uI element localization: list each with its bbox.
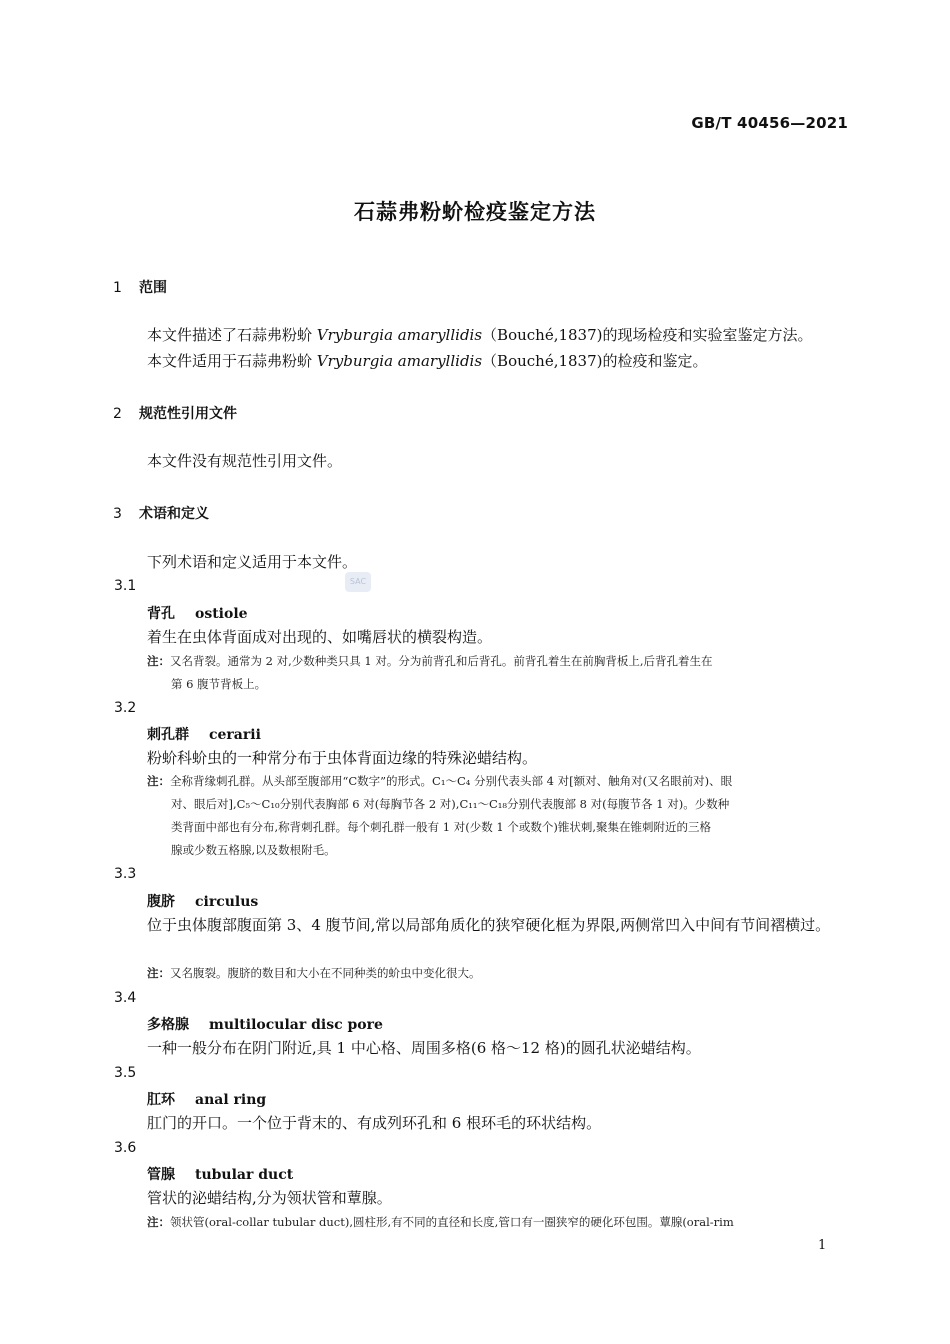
term-cn: 背孔 xyxy=(147,606,175,622)
term-cn: 肛环 xyxy=(147,1092,175,1108)
section-title: 范围 xyxy=(139,280,167,296)
note-text: 又名腹裂。腹脐的数目和大小在不同种类的蚧虫中变化很大。 xyxy=(170,966,481,980)
text: 本文件描述了石蒜弗粉蚧 xyxy=(147,326,317,344)
term-heading xyxy=(147,1164,293,1184)
note-text: 又名背裂。通常为 2 对,少数种类只具 1 对。分为前背孔和后背孔。前背孔着生在前胸背板上,后背孔着生在 xyxy=(170,654,713,668)
latin-name: Vryburgia amaryllidis xyxy=(316,326,483,344)
term-definition: 一种一般分布在阴门附近,具 1 中心格、周围多格(6 格～12 格)的圆孔状泌蜡结构。 xyxy=(147,1039,701,1057)
note-text: 对、眼后对],C₅～C₁₀分别代表胸部 6 对(每胸节各 2 对),C₁₁～C₁₈分别代表腹部 8 对(每腹节各 1 对)。少数种 xyxy=(171,797,730,811)
page-number: 1 xyxy=(818,1238,827,1253)
term-number: 3.4 xyxy=(114,990,137,1006)
term-heading xyxy=(147,1014,383,1034)
section-1-paragraph-1 xyxy=(147,322,813,348)
section-1-paragraph-2 xyxy=(147,348,708,374)
term-cn: 腹脐 xyxy=(147,894,175,910)
note-text: 全称背缘刺孔群。从头部至腹部用“C数字”的形式。C₁～C₄ 分别代表头部 4 对[额对、触角对(又名眼前对)、眼 xyxy=(170,774,733,788)
term-en: multilocular disc pore xyxy=(209,1017,383,1033)
text: （Bouché,1837)的现场检疫和实验室鉴定方法。 xyxy=(482,326,813,344)
note-text: 类背面中部也有分布,称背刺孔群。每个刺孔群一般有 1 对(少数 1 个或数个)锥状刺,聚集在锥刺附近的三格 xyxy=(171,820,712,834)
note-text: 腺或少数五格腺,以及数根附毛。 xyxy=(171,843,336,857)
term-heading xyxy=(147,891,258,911)
note-label: 注： xyxy=(147,1215,170,1229)
document-title: 石蒜弗粉蚧检疫鉴定方法 xyxy=(354,200,596,224)
term-note xyxy=(147,1211,852,1234)
term-cn: 多格腺 xyxy=(147,1017,189,1033)
term-definition: 位于虫体腹部腹面第 3、4 腹节间,常以局部角质化的狭窄硬化框为界限,两侧常凹入中间有节间褶横过。 xyxy=(147,916,831,934)
term-definition: 肛门的开口。一个位于背末的、有成列环孔和 6 根环毛的环状结构。 xyxy=(147,1114,602,1132)
section-3-heading xyxy=(113,503,209,523)
note-text: 领状管(oral-collar tubular duct),圆柱形,有不同的直径和长度,管口有一圈狭窄的硬化环包围。蕈腺(oral-rim xyxy=(170,1215,734,1229)
section-3-intro: 下列术语和定义适用于本文件。 xyxy=(147,553,358,571)
term-cn: 刺孔群 xyxy=(147,727,189,743)
section-2-paragraph: 本文件没有规范性引用文件。 xyxy=(147,452,343,470)
section-number: 1 xyxy=(113,280,122,296)
term-en: tubular duct xyxy=(195,1167,294,1183)
term-number: 3.3 xyxy=(114,866,137,882)
term-en: anal ring xyxy=(195,1092,267,1108)
term-heading xyxy=(147,724,261,744)
section-number: 3 xyxy=(113,506,122,522)
watermark-logo: SAC xyxy=(345,572,371,592)
term-definition: 管状的泌蜡结构,分为领状管和蕈腺。 xyxy=(147,1189,392,1207)
term-note xyxy=(147,650,852,696)
term-heading xyxy=(147,1089,266,1109)
section-title: 术语和定义 xyxy=(139,506,209,522)
term-heading xyxy=(147,603,248,623)
term-number: 3.2 xyxy=(114,700,137,716)
section-number: 2 xyxy=(113,406,122,422)
section-1-heading xyxy=(113,277,167,297)
text: 本文件适用于石蒜弗粉蚧 xyxy=(147,352,317,370)
section-2-heading xyxy=(113,403,237,423)
note-text: 第 6 腹节背板上。 xyxy=(171,677,267,691)
note-label: 注： xyxy=(147,654,170,668)
term-en: ostiole xyxy=(195,606,248,622)
note-label: 注： xyxy=(147,966,170,980)
document-code: GB/T 40456—2021 xyxy=(691,114,848,132)
term-en: cerarii xyxy=(209,727,261,743)
term-number: 3.6 xyxy=(114,1140,137,1156)
term-note xyxy=(147,962,852,985)
term-definition: 着生在虫体背面成对出现的、如嘴唇状的横裂构造。 xyxy=(147,628,493,646)
note-label: 注： xyxy=(147,774,170,788)
section-title: 规范性引用文件 xyxy=(139,406,237,422)
latin-name: Vryburgia amaryllidis xyxy=(316,352,483,370)
term-definition: 粉蚧科蚧虫的一种常分布于虫体背面边缘的特殊泌蜡结构。 xyxy=(147,749,538,767)
term-en: circulus xyxy=(195,894,259,910)
term-number: 3.1 xyxy=(114,578,137,594)
text: （Bouché,1837)的检疫和鉴定。 xyxy=(482,352,708,370)
term-cn: 管腺 xyxy=(147,1167,175,1183)
term-number: 3.5 xyxy=(114,1065,137,1081)
term-note xyxy=(147,770,852,862)
